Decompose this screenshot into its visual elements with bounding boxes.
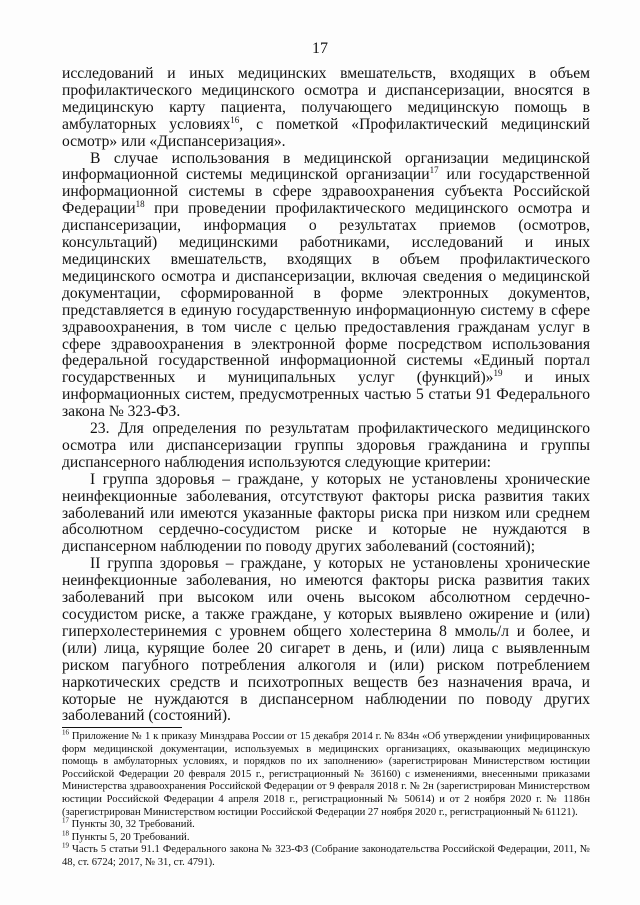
footnote-18: $^{18}$ Пункты 5, 20 Требований. — [62, 829, 190, 843]
paragraph-item-23: 23. Для определения по результатам профилактического медицинского осмотра или диспансеризации группы здоровья гражданина и группы диспансерного наблюдения используются следующие критерии: — [62, 420, 590, 471]
footnote-ref-19: 19 — [493, 368, 503, 379]
footnote-19: $^{19}$ Часть 5 статьи 91.1 Федерального закона № 323-ФЗ (Собрание законодательства Российской Федерации, 2011, № 48, ст. 6724; 2017, № 31, ст. 4791). — [62, 841, 590, 868]
footnotes — [62, 728, 590, 870]
paragraph-health-group-1: I группа здоровья – граждане, у которых не установлены хронические неинфекционные заболевания, отсутствуют факторы риска развития таких заболеваний или имеются указанные факторы риска при низком или среднем абсолютном сердечно-сосудистом риске и которые не нуждаются в диспансерном наблюдении по поводу других заболеваний (состояний); — [62, 470, 590, 556]
page-number: 17 — [312, 40, 328, 57]
paragraph-health-group-2: II группа здоровья – граждане, у которых не установлены хронические неинфекционные заболевания, но имеются факторы риска развития таких заболеваний при высоком или очень высоком абсолютном сердечно-сосудистом риске, а также граждане, у которых выявлено ожирение и (или) гиперхолестеринемия с уровнем общего холестерина 8 ммоль/л и более, и (или) лица, курящие более 20 сигарет в день, и (или) лица с выявленным риском пагубного потребления алкоголя и (или) риском потреблением наркотических средств и психотропных веществ без назначения врача, и которые не нуждаются в диспансерном наблюдении по поводу других заболеваний (состояний). — [62, 555, 590, 725]
footnote-divider — [62, 727, 182, 728]
footnote-ref-16: 16 — [230, 114, 240, 125]
paragraph-continuation: исследований и иных медицинских вмешательств, входящих в объем профилактического медицинского осмотра и диспансеризации, вносятся в медицинскую карту пациента, получающего медицинскую помощь в амбулаторных условиях$^{16}$, с пометкой «Профилактический медицинский осмотр» или «Диспансеризация». — [62, 65, 590, 150]
footnote-17: $^{17}$ Пункты 30, 32 Требований. — [62, 816, 195, 831]
paragraph-information-systems: В случае использования в медицинской организации медицинской информационной системы медицинской организации$^{17}$ или государственной информационной системы в сфере здравоохранения субъекта Российской Федерации$^{18}$ при проведении профилактического медицинского осмотра и диспансеризации, информация о результатах приемов (осмотров, консультаций) медицинскими работниками, исследований и иных медицинских вмешательств, входящих в объем профилактического медицинского осмотра и диспансеризации, включая сведения о медицинской документации, сформированной в форме электронных документов, представляется в единую государственную информационную систему в сфере здравоохранения, в том числе с целью предоставления гражданам услуг в сфере здравоохранения в электронной форме посредством использования федеральной государственной информационной системы «Единый портал государственных и муниципальных услуг (функций)»$^{19}$ и иных информационных систем, предусмотренных частью 5 статьи 91 Федерального закона № 323-ФЗ. — [62, 149, 591, 421]
footnote-ref-17: 17 — [429, 165, 439, 176]
footnote-ref-18: 18 — [135, 199, 145, 210]
footnote-16: $^{16}$ Приложение № 1 к приказу Минздрава России от 15 декабря 2014 г. № 834н «Об утверждении унифицированных форм медицинской документации, используемых в медицинских организациях, оказывающих медицинскую помощь в амбулаторных условиях, и порядков по их заполнению» (зарегистрирован Министерством юстиции Российской Федерации 20 февраля 2015 г., регистрационный № 36160) с изменениями, внесенными приказами Министерства здравоохранения Российской Федерации от 9 февраля 2018 г. № 2н (зарегистрирован Министерством юстиции Российской Федерации 4 апреля 2018 г., регистрационный № 50614) и от 2 ноября 2020 г. № 1186н (зарегистрирован Министерством юстиции Российской Федерации 27 ноября 2020 г., регистрационный № 61121). — [62, 728, 590, 818]
main-text — [62, 66, 590, 725]
